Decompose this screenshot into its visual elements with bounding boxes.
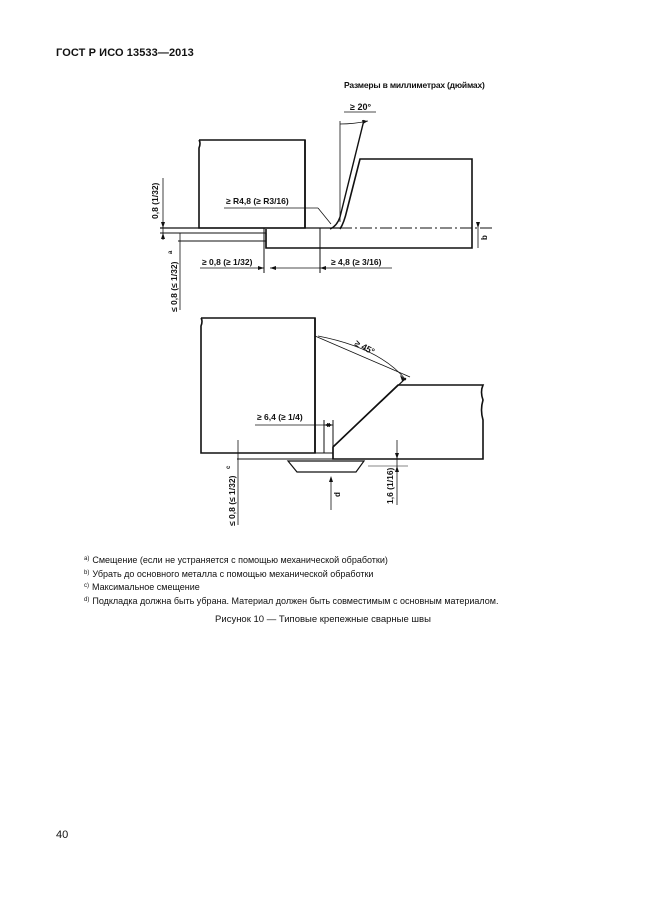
footnote-c: $^{c)}$ Максимальное смещение: [84, 582, 200, 592]
top-gap-dim-left: ≥ 0,8 (≥ 1/32): [202, 257, 253, 267]
bottom-left-plate: [201, 318, 315, 453]
bottom-angle-label: ≥ 45°: [353, 337, 377, 357]
bottom-backing-dim: 1,6 (1/16): [385, 467, 395, 504]
top-angle-label: ≥ 20°: [350, 102, 372, 112]
bottom-offset-sup: c: [226, 465, 232, 469]
document-header: ГОСТ Р ИСО 13533—2013: [56, 47, 194, 59]
top-offset-sup: a: [168, 250, 174, 254]
top-vertical-dim: 0,8 (1/32): [150, 182, 160, 219]
top-left-plate: [199, 140, 305, 228]
footnote-b: $^{b)}$ Убрать до основного металла с помощью механической обработки: [84, 568, 374, 579]
bottom-gap-label: ≥ 6,4 (≥ 1/4): [257, 412, 303, 422]
marker-d: d: [333, 492, 342, 497]
page-number: 40: [56, 829, 69, 841]
bottom-right-plate: [333, 385, 483, 459]
footnotes: [84, 553, 498, 607]
units-note: Размеры в миллиметрах (дюймах): [344, 80, 485, 90]
backing-plate: [288, 461, 364, 472]
top-right-plate: [266, 159, 472, 248]
bottom-offset-label: ≤ 0,8 (≤ 1/32): [227, 475, 237, 526]
top-offset-label: ≤ 0,8 (≤ 1/32): [169, 261, 179, 312]
top-gap-dim-right: ≥ 4,8 (≥ 3/16): [331, 257, 382, 267]
footnote-a: $^{a)}$ Смещение (если не устраняется с помощью механической обработки): [84, 555, 388, 565]
marker-b: b: [480, 235, 489, 240]
top-radius-label: ≥ R4,8 (≥ R3/16): [226, 196, 289, 206]
figure-caption: Рисунок 10 — Типовые крепежные сварные швы: [215, 614, 431, 625]
footnote-d: $^{d)}$ Подкладка должна быть убрана. Материал должен быть совместимым с основным материалом.: [84, 595, 499, 606]
